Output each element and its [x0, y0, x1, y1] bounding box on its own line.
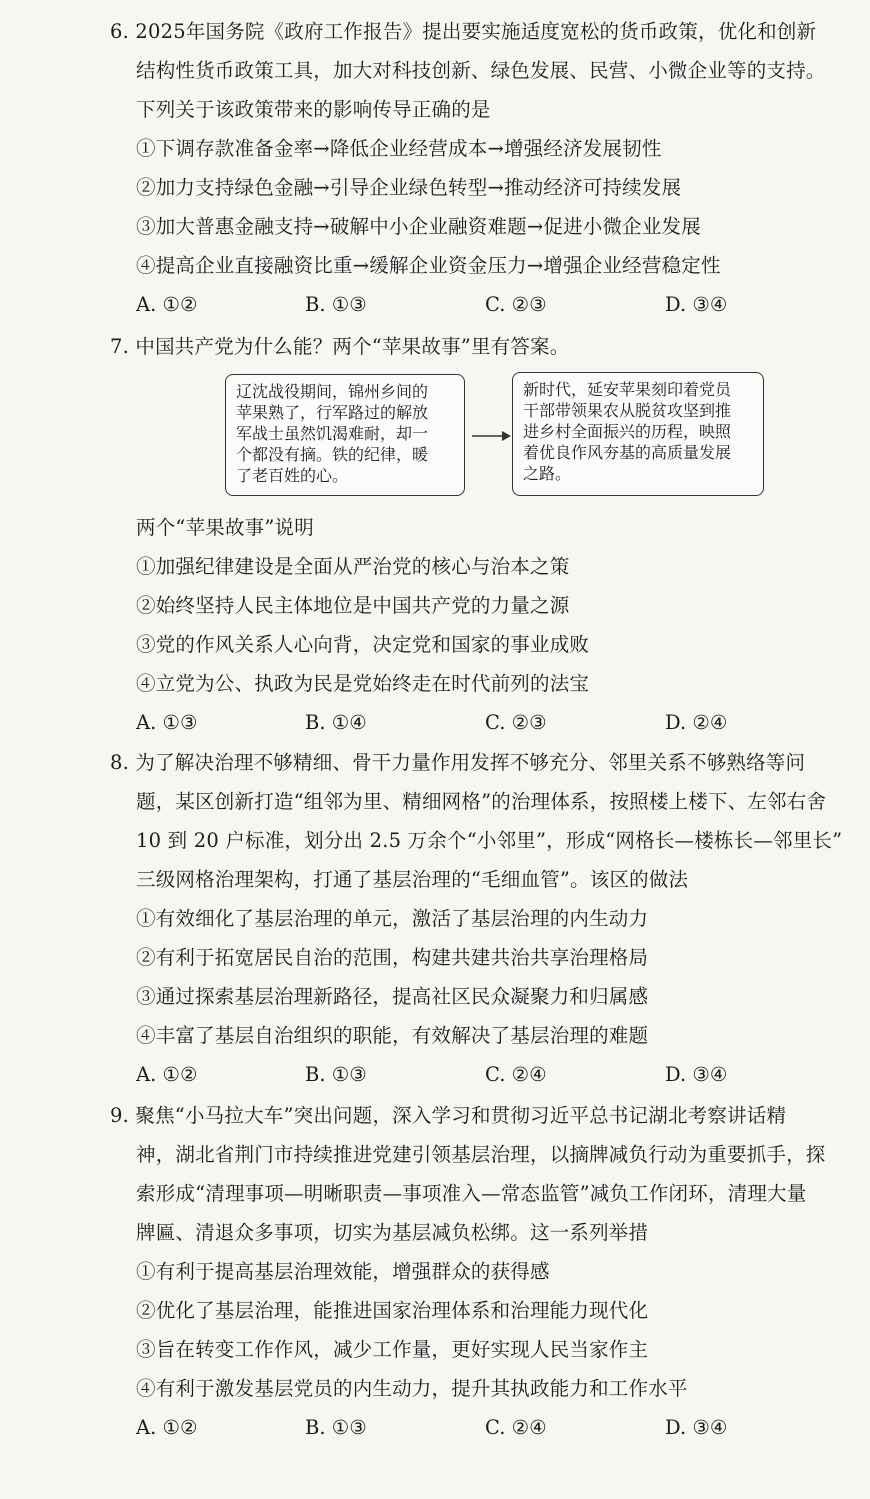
question-8-stem-line: 8. 为了解决治理不够精细、骨干力量作用发挥不够充分、邻里关系不够熟络等问 — [110, 751, 806, 774]
question-7-item: ②始终坚持人民主体地位是中国共产党的力量之源 — [136, 594, 570, 617]
question-7-lead: 两个“苹果故事”说明 — [136, 516, 314, 539]
question-6-item: ①下调存款准备金率→降低企业经营成本→增强经济发展韧性 — [136, 137, 662, 160]
choice-d[interactable]: D. ②④ — [665, 711, 728, 734]
choice-a[interactable]: A. ①② — [136, 1416, 198, 1439]
choice-c[interactable]: C. ②④ — [485, 1416, 547, 1439]
question-8-stem-line: 题，某区创新打造“组邻为里、精细网格”的治理体系，按照楼上楼下、左邻右舍 — [136, 790, 827, 813]
box-line: 辽沈战役期间，锦州乡间的 — [236, 382, 429, 401]
apple-story-box-yanan — [512, 372, 764, 496]
question-6-item: ②加力支持绿色金融→引导企业绿色转型→推动经济可持续发展 — [136, 176, 682, 199]
choice-b[interactable]: B. ①④ — [305, 711, 367, 734]
choice-a[interactable]: A. ①③ — [136, 711, 198, 734]
question-8-item: ②有利于拓宽居民自治的范围，构建共建共治共享治理格局 — [136, 946, 649, 969]
choice-c[interactable]: C. ②③ — [485, 711, 547, 734]
question-9-item: ④有利于激发基层党员的内生动力，提升其执政能力和工作水平 — [136, 1377, 688, 1400]
question-6-item: ③加大普惠金融支持→破解中小企业融资难题→促进小微企业发展 — [136, 215, 701, 238]
choice-d[interactable]: D. ③④ — [665, 1063, 728, 1086]
choice-a[interactable]: A. ①② — [136, 293, 198, 316]
question-8-item: ③通过探索基层治理新路径，提高社区民众凝聚力和归属感 — [136, 985, 649, 1008]
question-9-item: ②优化了基层治理，能推进国家治理体系和治理能力现代化 — [136, 1299, 649, 1322]
question-7-item: ③党的作风关系人心向背，决定党和国家的事业成败 — [136, 633, 590, 656]
choice-b[interactable]: B. ①③ — [305, 1063, 367, 1086]
question-7-stem: 7. 中国共产党为什么能？两个“苹果故事”里有答案。 — [110, 335, 570, 358]
question-9-stem-line: 索形成“清理事项—明晰职责—事项准入—常态监管”减负工作闭环，清理大量 — [136, 1182, 807, 1205]
question-7-item: ④立党为公、执政为民是党始终走在时代前列的法宝 — [136, 672, 590, 695]
choice-c[interactable]: C. ②③ — [485, 293, 547, 316]
question-9 — [110, 1096, 858, 1447]
question-8-item: ④丰富了基层自治组织的职能，有效解决了基层治理的难题 — [136, 1024, 649, 1047]
question-7 — [110, 327, 858, 366]
question-8-stem-line: 10 到 20 户标准，划分出 2.5 万余个“小邻里”，形成“网格长—楼栋长—邻里长” — [136, 829, 843, 852]
question-6-item: ④提高企业直接融资比重→缓解企业资金压力→增强企业经营稳定性 — [136, 254, 721, 277]
question-8-choices — [110, 1055, 858, 1094]
question-8-item: ①有效细化了基层治理的单元，激活了基层治理的内生动力 — [136, 907, 649, 930]
question-6 — [110, 12, 858, 324]
box-line: 军战士虽然饥渴难耐，却一 — [236, 424, 429, 443]
question-6-stem-line: 结构性货币政策工具，加大对科技创新、绿色发展、民营、小微企业等的支持。 — [136, 59, 826, 82]
question-8-stem-line: 三级网格治理架构，打通了基层治理的“毛细血管”。该区的做法 — [136, 868, 689, 891]
choice-b[interactable]: B. ①③ — [305, 293, 367, 316]
arrow-right-icon — [470, 428, 512, 444]
question-9-item: ①有利于提高基层治理效能，增强群众的获得感 — [136, 1260, 550, 1283]
box-line: 新时代，延安苹果刻印着党员 — [523, 380, 732, 399]
question-8 — [110, 743, 858, 1094]
question-9-item: ③旨在转变工作作风，减少工作量，更好实现人民当家作主 — [136, 1338, 649, 1361]
choice-c[interactable]: C. ②④ — [485, 1063, 547, 1086]
choice-b[interactable]: B. ①③ — [305, 1416, 367, 1439]
question-9-stem-line: 9. 聚焦“小马拉大车”突出问题，深入学习和贯彻习近平总书记湖北考察讲话精 — [110, 1104, 787, 1127]
question-7-item: ①加强纪律建设是全面从严治党的核心与治本之策 — [136, 555, 570, 578]
question-6-stem-line: 6. 2025年国务院《政府工作报告》提出要实施适度宽松的货币政策，优化和创新 — [110, 20, 817, 43]
question-9-choices — [110, 1408, 858, 1447]
box-line: 着优良作风夯基的高质量发展 — [523, 443, 732, 462]
question-7-choices — [110, 703, 858, 742]
question-6-stem-line: 下列关于该政策带来的影响传导正确的是 — [136, 98, 491, 121]
choice-a[interactable]: A. ①② — [136, 1063, 198, 1086]
question-9-stem-line: 神，湖北省荆门市持续推进党建引领基层治理，以摘牌减负行动为重要抓手，探 — [136, 1143, 826, 1166]
question-6-choices — [110, 285, 858, 324]
box-line: 了老百姓的心。 — [236, 466, 349, 485]
apple-story-box-liaoshen — [225, 374, 465, 496]
box-line: 进乡村全面振兴的历程，映照 — [523, 422, 732, 441]
box-line: 干部带领果农从脱贫攻坚到推 — [523, 401, 732, 420]
choice-d[interactable]: D. ③④ — [665, 1416, 728, 1439]
box-line: 之路。 — [523, 464, 572, 483]
question-9-stem-line: 牌匾、清退众多事项，切实为基层减负松绑。这一系列举措 — [136, 1221, 649, 1244]
box-line: 苹果熟了，行军路过的解放 — [236, 403, 429, 422]
choice-d[interactable]: D. ③④ — [665, 293, 728, 316]
box-line: 个都没有摘。铁的纪律，暖 — [236, 445, 429, 464]
question-7-body — [110, 508, 858, 742]
